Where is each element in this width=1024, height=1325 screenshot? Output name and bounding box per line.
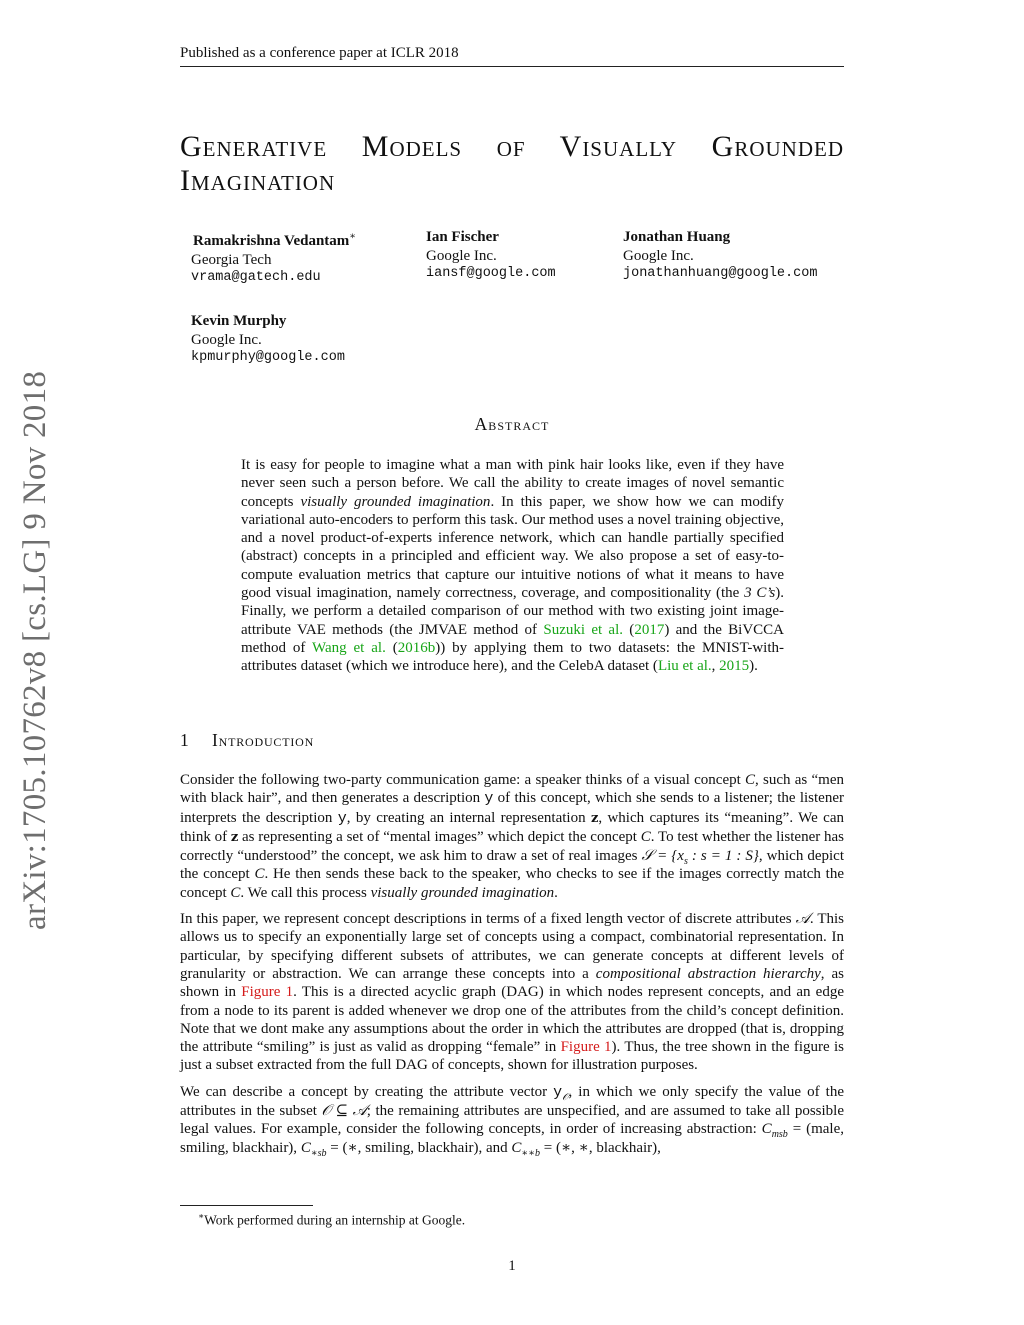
footnote-rule: [180, 1205, 313, 1206]
arxiv-stamp: arXiv:1705.10762v8 [cs.LG] 9 Nov 2018: [17, 370, 53, 930]
author-4: [191, 312, 345, 368]
author-1: [193, 228, 356, 288]
author-name: Ramakrishna Vedantam∗: [193, 231, 357, 249]
abstract-text: It is easy for people to imagine what a man with pink hair looks like, even if they have never seen such a person before. We call the ability to create images of novel semantic concepts visually grounded imagination. In this paper, we show how we can modify variational auto-encoders to perform this task. Our method uses a novel training objective, and a novel product-of-experts inference network, which can handle partially specified (abstract) concepts in a principled and efficient way. We also propose a set of easy-to-compute evaluation metrics that capture our intuitive notions of what it means to have good visual imagination, namely correctness, coverage, and compositionality (the 3 C’s). Finally, we perform a detailed comparison of our method with two existing joint image-attribute VAE methods (the JMVAE method of Suzuki et al. (2017) and the BiVCCA method of Wang et al. (2016b)) by applying them to two datasets: the MNIST-with-attributes dataset (which we introduce here), and the CelebA dataset (Liu et al., 2015).: [241, 457, 785, 675]
page-number: 1: [508, 1258, 516, 1274]
citation-link[interactable]: Liu et al.: [657, 658, 712, 675]
header-rule: [180, 66, 844, 67]
author-affiliation: Google Inc.: [426, 247, 497, 264]
author-email: vrama@gatech.edu: [191, 270, 321, 285]
introduction-body: [180, 771, 844, 1165]
figure-link[interactable]: Figure 1: [241, 984, 294, 1001]
section-heading: 1 Introduction: [180, 730, 315, 750]
author-name: Jonathan Huang: [623, 229, 731, 245]
author-affiliation: Google Inc.: [623, 247, 694, 264]
citation-link[interactable]: Suzuki et al.: [543, 621, 624, 638]
author-name: Ian Fischer: [426, 229, 499, 245]
citation-link[interactable]: 2017: [634, 621, 665, 638]
paragraph-3: We can describe a concept by creating the attribute vector $y_𝒪$, in which we only specify the value of the attributes in the subset 𝒪 ⊆ 𝒜; the remaining attributes are unspecified, and are assumed to take all possible legal values. For example, consider the following concepts, in order of increasing abstraction: $C_{msb}$ = (male, smiling, blackhair), $C_{∗sb}$ = (∗, smiling, blackhair), and $C_{∗∗b}$ = (∗, ∗, blackhair),: [180, 1083, 845, 1159]
author-email: jonathanhuang@google.com: [623, 266, 818, 281]
footnote: ∗Work performed during an internship at Google.: [198, 1211, 466, 1228]
paragraph-2: In this paper, we represent concept descriptions in terms of a fixed length vector of discrete attributes 𝒜. This allows us to specify an exponentially large set of concepts using a compact, combinatorial representation. In particular, by specifying different subsets of attributes, we can generate concepts at different levels of granularity or abstraction. We can arrange these concepts into a compositional abstraction hierarchy, as shown in Figure 1. This is a directed acyclic graph (DAG) in which nodes represent concepts, and an edge from a node to its parent is added whenever we drop one of the attributes from the child’s concept definition. Note that we dont make any assumptions about the order in which the attributes are dropped (that is, dropping the attribute “smiling” is just as valid as dropping “female” in Figure 1). Thus, the tree shown in the figure is just a subset extracted from the full DAG of concepts, shown for illustration purposes.: [180, 911, 844, 1074]
citation-link[interactable]: 2015: [719, 658, 750, 675]
citation-link[interactable]: 2016b: [397, 639, 436, 656]
author-affiliation: Georgia Tech: [191, 251, 272, 268]
paper-title: Generative Models of Visually Grounded Imagination: [180, 130, 844, 197]
author-affiliation: Google Inc.: [191, 331, 262, 348]
abstract-heading: Abstract: [474, 414, 550, 434]
author-email: kpmurphy@google.com: [191, 350, 345, 365]
figure-link[interactable]: Figure 1: [560, 1039, 612, 1056]
author-name: Kevin Murphy: [191, 313, 287, 329]
author-email: iansf@google.com: [426, 266, 556, 281]
paragraph-1: Consider the following two-party communication game: a speaker thinks of a visual concept C, such as “men with black hair”, and then generates a description y of this concept, which she sends to a listener; the listener interprets the description y, by creating an internal representation z, which captures its “meaning”. We can think of z as representing a set of “mental images” which depict the concept C. To test whether the listener has correctly “understood” the concept, we ask him to draw a set of real images 𝒮 = {$x_s$ : s = 1 : S}, which depict the concept C. He then sends these back to the speaker, who checks to see if the images correctly match the concept C. We call this process visually grounded imagination.: [180, 772, 845, 901]
running-header: Published as a conference paper at ICLR 2018: [180, 45, 459, 61]
author-2: [426, 228, 556, 284]
citation-link[interactable]: Wang et al.: [312, 639, 386, 656]
author-3: [623, 228, 817, 284]
